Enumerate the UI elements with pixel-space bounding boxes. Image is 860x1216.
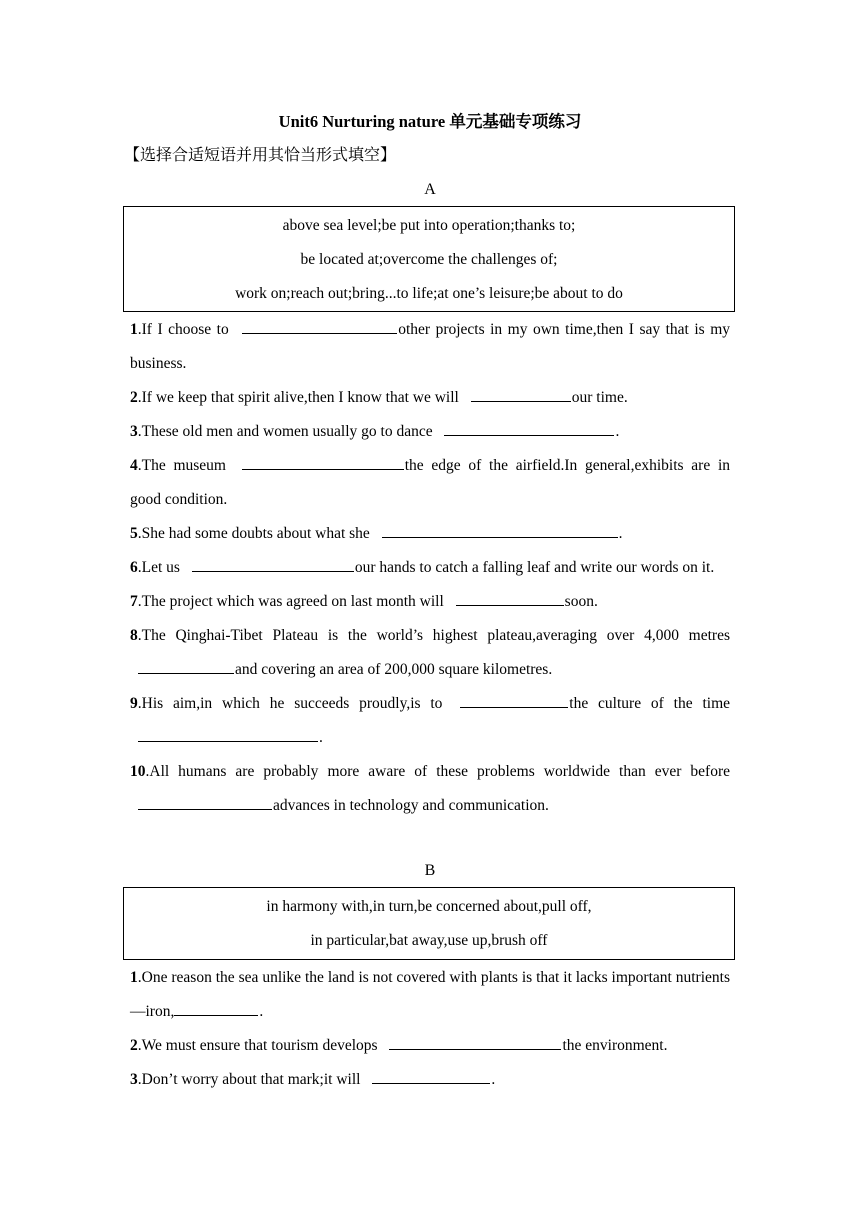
question-item <box>130 381 730 415</box>
section-a-label: A <box>424 181 436 198</box>
question-text: .All humans are probably more aware of these problems worldwide than ever before <box>145 763 730 780</box>
answer-blank[interactable] <box>138 726 318 742</box>
answer-blank[interactable] <box>372 1068 490 1084</box>
answer-blank[interactable] <box>138 658 234 674</box>
question-text: our time. <box>571 389 628 406</box>
instruction: 【选择合适短语并用其恰当形式填空】 <box>124 147 397 164</box>
phrase-line: work on;reach out;bring...to life;at one’s leisure;be about to do <box>235 285 623 302</box>
question-number: 1 <box>130 321 138 338</box>
question-number: 9 <box>130 695 138 712</box>
answer-blank[interactable] <box>389 1034 561 1050</box>
question-number: 10 <box>130 763 146 780</box>
question-number: 3 <box>130 423 138 440</box>
question-number: 7 <box>130 593 138 610</box>
phrase-line: in particular,bat away,use up,brush off <box>310 932 548 949</box>
question-number: 4 <box>130 457 138 474</box>
phrase-line: be located at;overcome the challenges of; <box>300 251 558 268</box>
answer-blank[interactable] <box>382 522 618 538</box>
question-list-b <box>130 961 730 1097</box>
question-text: and covering an area of 200,000 square kilometres. <box>235 661 553 678</box>
question-text: .She had some doubts about what she <box>137 525 370 542</box>
question-text: our hands to catch a falling leaf and write our words on it. <box>354 559 715 576</box>
question-text: .These old men and women usually go to dance <box>137 423 433 440</box>
question-number: 2 <box>130 389 138 406</box>
answer-blank[interactable] <box>174 1000 258 1016</box>
question-text: . <box>491 1071 496 1088</box>
question-text: . <box>319 729 323 746</box>
question-text: .The museum <box>137 457 226 474</box>
answer-blank[interactable] <box>460 692 568 708</box>
question-item <box>130 687 730 755</box>
answer-blank[interactable] <box>242 454 404 470</box>
question-text: .Don’t worry about that mark;it will <box>137 1071 361 1088</box>
phrase-line: in harmony with,in turn,be concerned about,pull off, <box>266 898 592 915</box>
question-item <box>130 619 730 687</box>
question-text: . <box>259 1003 264 1020</box>
question-text: .We must ensure that tourism develops <box>137 1037 378 1054</box>
question-text: .Let us <box>137 559 180 576</box>
question-number: 1 <box>130 969 138 986</box>
question-number: 6 <box>130 559 138 576</box>
question-item <box>130 961 730 1029</box>
question-item <box>130 755 730 823</box>
phrase-line: above sea level;be put into operation;thanks to; <box>282 217 576 234</box>
question-number: 3 <box>130 1071 138 1088</box>
question-item <box>130 551 730 585</box>
question-text: advances in technology and communication. <box>273 797 549 814</box>
phrase-box-b <box>123 887 735 960</box>
question-item <box>130 1029 730 1063</box>
question-text: .One reason the sea unlike the land is not covered with plants is that it lacks important nutrients—iron, <box>130 969 730 1020</box>
answer-blank[interactable] <box>444 420 614 436</box>
answer-blank[interactable] <box>242 318 397 334</box>
question-text: . <box>615 423 620 440</box>
question-text: other projects in my own time,then I say that is my business. <box>130 321 730 372</box>
answer-blank[interactable] <box>192 556 354 572</box>
question-text: the edge of the airfield.In general,exhibits are in good condition. <box>130 457 731 508</box>
question-number: 8 <box>130 627 138 644</box>
question-text: .If we keep that spirit alive,then I know that we will <box>137 389 459 406</box>
question-item <box>130 1063 730 1097</box>
question-text: .The project which was agreed on last month will <box>137 593 444 610</box>
answer-blank[interactable] <box>471 386 571 402</box>
question-item <box>130 449 730 517</box>
question-item <box>130 585 730 619</box>
question-item <box>130 415 730 449</box>
question-text: the environment. <box>562 1037 668 1054</box>
answer-blank[interactable] <box>138 794 272 810</box>
question-text: soon. <box>564 593 598 610</box>
question-text: .The Qinghai-Tibet Plateau is the world’s highest plateau,averaging over 4,000 metres <box>137 627 730 644</box>
phrase-box-a <box>123 206 735 312</box>
question-number: 2 <box>130 1037 138 1054</box>
question-list-a <box>130 313 730 823</box>
question-item <box>130 517 730 551</box>
question-text: . <box>618 525 623 542</box>
section-b-label: B <box>424 862 436 879</box>
question-number: 5 <box>130 525 138 542</box>
answer-blank[interactable] <box>456 590 564 606</box>
question-text: .His aim,in which he succeeds proudly,is to <box>137 695 443 712</box>
page-title: Unit6 Nurturing nature 单元基础专项练习 <box>278 112 582 131</box>
question-text: the culture of the time <box>569 695 730 712</box>
question-item <box>130 313 730 381</box>
question-text: .If I choose to <box>137 321 229 338</box>
